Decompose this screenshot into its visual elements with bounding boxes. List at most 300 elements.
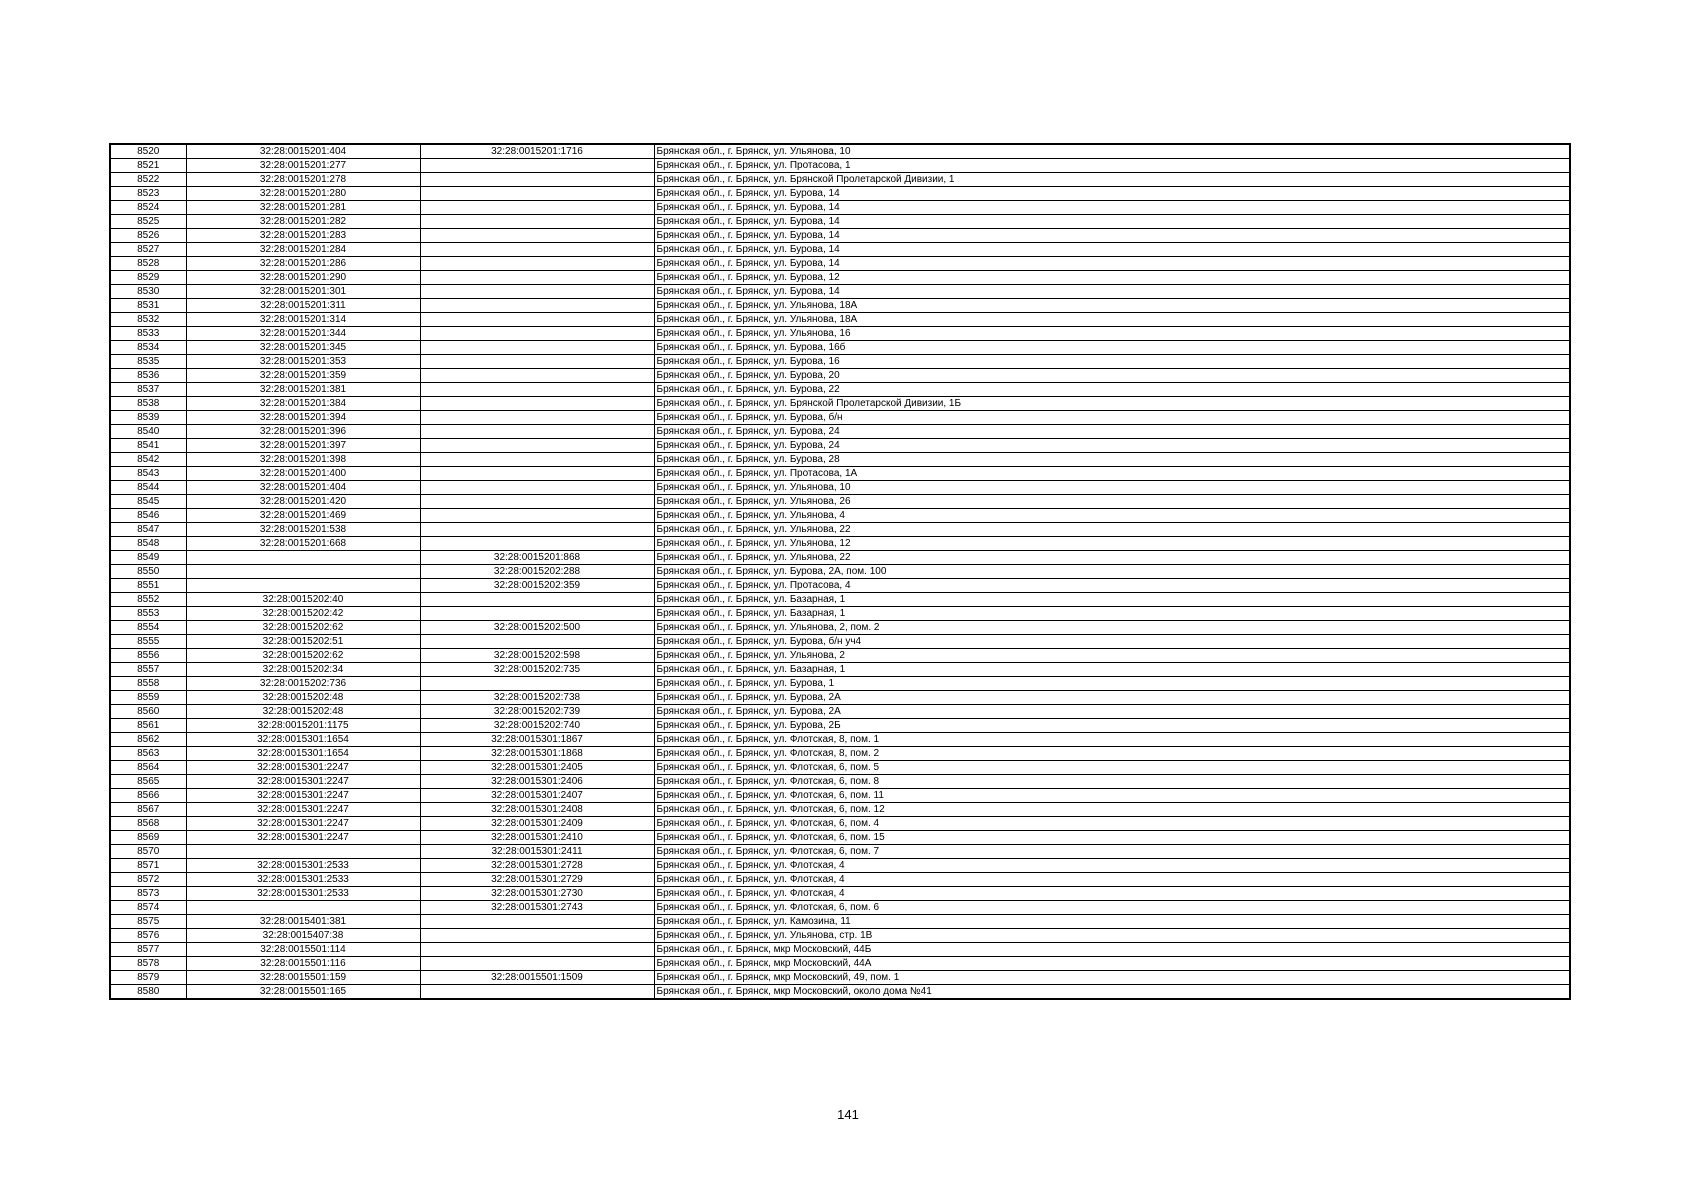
table-row	[110, 201, 1570, 215]
table-row	[110, 257, 1570, 271]
table-row	[110, 383, 1570, 397]
table-row	[110, 327, 1570, 341]
table-row	[110, 551, 1570, 565]
address-cell: Брянская обл., г. Брянск, ул. Бурова, 2Б	[654, 719, 1570, 733]
building-cadastral-number-cell	[420, 313, 654, 327]
address-cell: Брянская обл., г. Брянск, ул. Ульянова, 10	[654, 481, 1570, 495]
address-cell: Брянская обл., г. Брянск, ул. Бурова, 2А	[654, 691, 1570, 705]
address-cell: Брянская обл., г. Брянск, ул. Базарная, 1	[654, 663, 1570, 677]
building-cadastral-number-cell: 32:28:0015202:738	[420, 691, 654, 705]
building-cadastral-number-cell	[420, 215, 654, 229]
land-cadastral-number-cell: 32:28:0015201:397	[186, 439, 420, 453]
table-row	[110, 271, 1570, 285]
table-row	[110, 495, 1570, 509]
address-cell: Брянская обл., г. Брянск, ул. Брянской Пролетарской Дивизии, 1	[654, 173, 1570, 187]
address-cell: Брянская обл., г. Брянск, ул. Бурова, 14	[654, 215, 1570, 229]
table-row	[110, 621, 1570, 635]
address-cell: Брянская обл., г. Брянск, ул. Бурова, 24	[654, 425, 1570, 439]
building-cadastral-number-cell	[420, 929, 654, 943]
address-cell: Брянская обл., г. Брянск, ул. Бурова, 14	[654, 229, 1570, 243]
land-cadastral-number-cell: 32:28:0015201:353	[186, 355, 420, 369]
land-cadastral-number-cell: 32:28:0015201:286	[186, 257, 420, 271]
address-cell: Брянская обл., г. Брянск, ул. Бурова, 16	[654, 355, 1570, 369]
building-cadastral-number-cell: 32:28:0015202:598	[420, 649, 654, 663]
row-number-cell: 8520	[110, 144, 186, 159]
land-cadastral-number-cell: 32:28:0015202:34	[186, 663, 420, 677]
land-cadastral-number-cell	[186, 579, 420, 593]
row-number-cell: 8562	[110, 733, 186, 747]
address-cell: Брянская обл., г. Брянск, ул. Бурова, 22	[654, 383, 1570, 397]
address-cell: Брянская обл., г. Брянск, мкр Московский, 44А	[654, 957, 1570, 971]
table-row	[110, 691, 1570, 705]
table-row	[110, 187, 1570, 201]
address-cell: Брянская обл., г. Брянск, ул. Бурова, 14	[654, 243, 1570, 257]
row-number-cell: 8536	[110, 369, 186, 383]
address-cell: Брянская обл., г. Брянск, мкр Московский, 44Б	[654, 943, 1570, 957]
land-cadastral-number-cell: 32:28:0015501:114	[186, 943, 420, 957]
land-cadastral-number-cell	[186, 565, 420, 579]
land-cadastral-number-cell: 32:28:0015301:1654	[186, 747, 420, 761]
land-cadastral-number-cell: 32:28:0015201:394	[186, 411, 420, 425]
building-cadastral-number-cell	[420, 285, 654, 299]
address-cell: Брянская обл., г. Брянск, ул. Флотская, 6, пом. 11	[654, 789, 1570, 803]
row-number-cell: 8545	[110, 495, 186, 509]
land-cadastral-number-cell: 32:28:0015201:344	[186, 327, 420, 341]
row-number-cell: 8571	[110, 859, 186, 873]
row-number-cell: 8557	[110, 663, 186, 677]
address-cell: Брянская обл., г. Брянск, ул. Флотская, 6, пом. 6	[654, 901, 1570, 915]
table-row	[110, 285, 1570, 299]
building-cadastral-number-cell: 32:28:0015202:359	[420, 579, 654, 593]
row-number-cell: 8544	[110, 481, 186, 495]
land-cadastral-number-cell: 32:28:0015301:1654	[186, 733, 420, 747]
building-cadastral-number-cell	[420, 985, 654, 1000]
row-number-cell: 8549	[110, 551, 186, 565]
address-cell: Брянская обл., г. Брянск, ул. Флотская, 4	[654, 887, 1570, 901]
building-cadastral-number-cell: 32:28:0015301:2407	[420, 789, 654, 803]
land-cadastral-number-cell	[186, 901, 420, 915]
row-number-cell: 8576	[110, 929, 186, 943]
table-row	[110, 215, 1570, 229]
row-number-cell: 8572	[110, 873, 186, 887]
building-cadastral-number-cell: 32:28:0015301:2411	[420, 845, 654, 859]
land-cadastral-number-cell: 32:28:0015201:290	[186, 271, 420, 285]
building-cadastral-number-cell	[420, 943, 654, 957]
row-number-cell: 8563	[110, 747, 186, 761]
building-cadastral-number-cell	[420, 593, 654, 607]
address-cell: Брянская обл., г. Брянск, ул. Флотская, 4	[654, 873, 1570, 887]
address-cell: Брянская обл., г. Брянск, ул. Бурова, 28	[654, 453, 1570, 467]
table-row	[110, 929, 1570, 943]
building-cadastral-number-cell	[420, 439, 654, 453]
building-cadastral-number-cell	[420, 635, 654, 649]
row-number-cell: 8537	[110, 383, 186, 397]
land-cadastral-number-cell: 32:28:0015201:283	[186, 229, 420, 243]
table-row	[110, 803, 1570, 817]
land-cadastral-number-cell: 32:28:0015301:2247	[186, 789, 420, 803]
table-row	[110, 677, 1570, 691]
row-number-cell: 8532	[110, 313, 186, 327]
building-cadastral-number-cell: 32:28:0015301:1867	[420, 733, 654, 747]
address-cell: Брянская обл., г. Брянск, ул. Ульянова, 26	[654, 495, 1570, 509]
building-cadastral-number-cell	[420, 397, 654, 411]
address-cell: Брянская обл., г. Брянск, ул. Флотская, 6, пом. 5	[654, 761, 1570, 775]
row-number-cell: 8579	[110, 971, 186, 985]
table-row	[110, 229, 1570, 243]
address-cell: Брянская обл., г. Брянск, ул. Ульянова, 22	[654, 551, 1570, 565]
address-cell: Брянская обл., г. Брянск, ул. Ульянова, 10	[654, 144, 1570, 159]
land-cadastral-number-cell: 32:28:0015201:284	[186, 243, 420, 257]
building-cadastral-number-cell: 32:28:0015301:2730	[420, 887, 654, 901]
row-number-cell: 8556	[110, 649, 186, 663]
land-cadastral-number-cell: 32:28:0015201:280	[186, 187, 420, 201]
property-registry-table	[109, 143, 1571, 1000]
building-cadastral-number-cell: 32:28:0015301:2406	[420, 775, 654, 789]
address-cell: Брянская обл., г. Брянск, ул. Бурова, 14	[654, 187, 1570, 201]
building-cadastral-number-cell: 32:28:0015301:2408	[420, 803, 654, 817]
building-cadastral-number-cell	[420, 187, 654, 201]
row-number-cell: 8568	[110, 817, 186, 831]
building-cadastral-number-cell: 32:28:0015202:288	[420, 565, 654, 579]
table-row	[110, 467, 1570, 481]
table-row	[110, 873, 1570, 887]
row-number-cell: 8567	[110, 803, 186, 817]
table-row	[110, 369, 1570, 383]
table-row	[110, 635, 1570, 649]
land-cadastral-number-cell: 32:28:0015201:314	[186, 313, 420, 327]
address-cell: Брянская обл., г. Брянск, ул. Бурова, б/н уч4	[654, 635, 1570, 649]
row-number-cell: 8533	[110, 327, 186, 341]
table-row	[110, 355, 1570, 369]
row-number-cell: 8578	[110, 957, 186, 971]
building-cadastral-number-cell	[420, 383, 654, 397]
table-row	[110, 565, 1570, 579]
table-row	[110, 537, 1570, 551]
table-row	[110, 159, 1570, 173]
table-row	[110, 663, 1570, 677]
table-row	[110, 901, 1570, 915]
table-row	[110, 719, 1570, 733]
land-cadastral-number-cell: 32:28:0015301:2247	[186, 817, 420, 831]
table-row	[110, 971, 1570, 985]
address-cell: Брянская обл., г. Брянск, ул. Ульянова, стр. 1В	[654, 929, 1570, 943]
building-cadastral-number-cell	[420, 229, 654, 243]
table-row	[110, 775, 1570, 789]
table-row	[110, 481, 1570, 495]
address-cell: Брянская обл., г. Брянск, мкр Московский, около дома №41	[654, 985, 1570, 1000]
row-number-cell: 8553	[110, 607, 186, 621]
row-number-cell: 8530	[110, 285, 186, 299]
table-row	[110, 985, 1570, 1000]
row-number-cell: 8547	[110, 523, 186, 537]
building-cadastral-number-cell	[420, 537, 654, 551]
land-cadastral-number-cell: 32:28:0015201:381	[186, 383, 420, 397]
land-cadastral-number-cell: 32:28:0015201:469	[186, 509, 420, 523]
row-number-cell: 8548	[110, 537, 186, 551]
land-cadastral-number-cell: 32:28:0015201:277	[186, 159, 420, 173]
land-cadastral-number-cell: 32:28:0015201:301	[186, 285, 420, 299]
land-cadastral-number-cell: 32:28:0015201:404	[186, 481, 420, 495]
land-cadastral-number-cell: 32:28:0015201:311	[186, 299, 420, 313]
land-cadastral-number-cell: 32:28:0015201:398	[186, 453, 420, 467]
table-row	[110, 845, 1570, 859]
table-row	[110, 523, 1570, 537]
address-cell: Брянская обл., г. Брянск, ул. Флотская, 6, пом. 8	[654, 775, 1570, 789]
row-number-cell: 8534	[110, 341, 186, 355]
row-number-cell: 8539	[110, 411, 186, 425]
registry-table-body	[110, 144, 1570, 999]
row-number-cell: 8526	[110, 229, 186, 243]
building-cadastral-number-cell	[420, 481, 654, 495]
table-row	[110, 607, 1570, 621]
table-row	[110, 915, 1570, 929]
table-row	[110, 593, 1570, 607]
row-number-cell: 8527	[110, 243, 186, 257]
land-cadastral-number-cell: 32:28:0015301:2533	[186, 873, 420, 887]
land-cadastral-number-cell: 32:28:0015201:345	[186, 341, 420, 355]
land-cadastral-number-cell: 32:28:0015501:159	[186, 971, 420, 985]
table-row	[110, 173, 1570, 187]
address-cell: Брянская обл., г. Брянск, ул. Бурова, б/н	[654, 411, 1570, 425]
address-cell: Брянская обл., г. Брянск, ул. Флотская, 4	[654, 859, 1570, 873]
row-number-cell: 8525	[110, 215, 186, 229]
row-number-cell: 8560	[110, 705, 186, 719]
row-number-cell: 8542	[110, 453, 186, 467]
building-cadastral-number-cell: 32:28:0015301:2728	[420, 859, 654, 873]
address-cell: Брянская обл., г. Брянск, ул. Базарная, 1	[654, 607, 1570, 621]
land-cadastral-number-cell: 32:28:0015301:2247	[186, 761, 420, 775]
building-cadastral-number-cell	[420, 201, 654, 215]
table-row	[110, 509, 1570, 523]
building-cadastral-number-cell: 32:28:0015301:2743	[420, 901, 654, 915]
land-cadastral-number-cell: 32:28:0015407:38	[186, 929, 420, 943]
table-row	[110, 943, 1570, 957]
address-cell: Брянская обл., г. Брянск, ул. Базарная, 1	[654, 593, 1570, 607]
table-row	[110, 453, 1570, 467]
address-cell: Брянская обл., г. Брянск, ул. Ульянова, 2	[654, 649, 1570, 663]
building-cadastral-number-cell: 32:28:0015202:735	[420, 663, 654, 677]
land-cadastral-number-cell: 32:28:0015301:2247	[186, 803, 420, 817]
building-cadastral-number-cell	[420, 341, 654, 355]
building-cadastral-number-cell	[420, 355, 654, 369]
address-cell: Брянская обл., г. Брянск, ул. Бурова, 2А	[654, 705, 1570, 719]
table-row	[110, 859, 1570, 873]
table-row	[110, 761, 1570, 775]
address-cell: Брянская обл., г. Брянск, ул. Ульянова, 18А	[654, 299, 1570, 313]
address-cell: Брянская обл., г. Брянск, ул. Бурова, 20	[654, 369, 1570, 383]
building-cadastral-number-cell: 32:28:0015301:2729	[420, 873, 654, 887]
building-cadastral-number-cell	[420, 327, 654, 341]
address-cell: Брянская обл., г. Брянск, ул. Флотская, 8, пом. 2	[654, 747, 1570, 761]
address-cell: Брянская обл., г. Брянск, ул. Флотская, 6, пом. 12	[654, 803, 1570, 817]
building-cadastral-number-cell	[420, 369, 654, 383]
row-number-cell: 8564	[110, 761, 186, 775]
table-row	[110, 957, 1570, 971]
table-row	[110, 313, 1570, 327]
building-cadastral-number-cell	[420, 957, 654, 971]
row-number-cell: 8528	[110, 257, 186, 271]
row-number-cell: 8555	[110, 635, 186, 649]
building-cadastral-number-cell	[420, 495, 654, 509]
page-number: 141	[837, 1107, 859, 1122]
building-cadastral-number-cell: 32:28:0015201:868	[420, 551, 654, 565]
building-cadastral-number-cell	[420, 607, 654, 621]
land-cadastral-number-cell: 32:28:0015202:51	[186, 635, 420, 649]
address-cell: Брянская обл., г. Брянск, ул. Флотская, 8, пом. 1	[654, 733, 1570, 747]
row-number-cell: 8559	[110, 691, 186, 705]
address-cell: Брянская обл., г. Брянск, ул. Ульянова, 2, пом. 2	[654, 621, 1570, 635]
row-number-cell: 8529	[110, 271, 186, 285]
address-cell: Брянская обл., г. Брянск, ул. Протасова, 1	[654, 159, 1570, 173]
building-cadastral-number-cell	[420, 411, 654, 425]
address-cell: Брянская обл., г. Брянск, ул. Брянской Пролетарской Дивизии, 1Б	[654, 397, 1570, 411]
address-cell: Брянская обл., г. Брянск, ул. Ульянова, 16	[654, 327, 1570, 341]
land-cadastral-number-cell: 32:28:0015202:42	[186, 607, 420, 621]
row-number-cell: 8522	[110, 173, 186, 187]
land-cadastral-number-cell: 32:28:0015201:538	[186, 523, 420, 537]
land-cadastral-number-cell: 32:28:0015202:48	[186, 691, 420, 705]
row-number-cell: 8575	[110, 915, 186, 929]
row-number-cell: 8521	[110, 159, 186, 173]
building-cadastral-number-cell	[420, 509, 654, 523]
row-number-cell: 8538	[110, 397, 186, 411]
row-number-cell: 8540	[110, 425, 186, 439]
building-cadastral-number-cell: 32:28:0015202:740	[420, 719, 654, 733]
land-cadastral-number-cell: 32:28:0015201:282	[186, 215, 420, 229]
table-row	[110, 299, 1570, 313]
row-number-cell: 8573	[110, 887, 186, 901]
land-cadastral-number-cell: 32:28:0015202:736	[186, 677, 420, 691]
row-number-cell: 8561	[110, 719, 186, 733]
row-number-cell: 8566	[110, 789, 186, 803]
address-cell: Брянская обл., г. Брянск, ул. Флотская, 6, пом. 7	[654, 845, 1570, 859]
row-number-cell: 8565	[110, 775, 186, 789]
address-cell: Брянская обл., г. Брянск, ул. Бурова, 14	[654, 201, 1570, 215]
building-cadastral-number-cell	[420, 915, 654, 929]
address-cell: Брянская обл., г. Брянск, ул. Бурова, 16б	[654, 341, 1570, 355]
land-cadastral-number-cell: 32:28:0015202:40	[186, 593, 420, 607]
building-cadastral-number-cell	[420, 173, 654, 187]
table-row	[110, 649, 1570, 663]
land-cadastral-number-cell: 32:28:0015201:1175	[186, 719, 420, 733]
table-row	[110, 439, 1570, 453]
table-row	[110, 144, 1570, 159]
land-cadastral-number-cell: 32:28:0015301:2247	[186, 831, 420, 845]
table-row	[110, 341, 1570, 355]
land-cadastral-number-cell: 32:28:0015201:281	[186, 201, 420, 215]
address-cell: Брянская обл., г. Брянск, ул. Бурова, 24	[654, 439, 1570, 453]
building-cadastral-number-cell: 32:28:0015301:2405	[420, 761, 654, 775]
address-cell: Брянская обл., г. Брянск, ул. Протасова, 1А	[654, 467, 1570, 481]
table-row	[110, 831, 1570, 845]
address-cell: Брянская обл., г. Брянск, ул. Ульянова, 22	[654, 523, 1570, 537]
table-row	[110, 411, 1570, 425]
land-cadastral-number-cell: 32:28:0015401:381	[186, 915, 420, 929]
land-cadastral-number-cell: 32:28:0015201:359	[186, 369, 420, 383]
row-number-cell: 8523	[110, 187, 186, 201]
land-cadastral-number-cell: 32:28:0015301:2533	[186, 859, 420, 873]
row-number-cell: 8535	[110, 355, 186, 369]
land-cadastral-number-cell: 32:28:0015201:384	[186, 397, 420, 411]
building-cadastral-number-cell	[420, 243, 654, 257]
address-cell: Брянская обл., г. Брянск, ул. Бурова, 14	[654, 285, 1570, 299]
building-cadastral-number-cell	[420, 467, 654, 481]
row-number-cell: 8580	[110, 985, 186, 1000]
address-cell: Брянская обл., г. Брянск, ул. Бурова, 2А, пом. 100	[654, 565, 1570, 579]
land-cadastral-number-cell: 32:28:0015301:2533	[186, 887, 420, 901]
table-row	[110, 243, 1570, 257]
address-cell: Брянская обл., г. Брянск, ул. Бурова, 14	[654, 257, 1570, 271]
land-cadastral-number-cell: 32:28:0015202:62	[186, 621, 420, 635]
row-number-cell: 8543	[110, 467, 186, 481]
land-cadastral-number-cell: 32:28:0015201:400	[186, 467, 420, 481]
building-cadastral-number-cell	[420, 257, 654, 271]
table-row	[110, 817, 1570, 831]
address-cell: Брянская обл., г. Брянск, ул. Ульянова, 12	[654, 537, 1570, 551]
building-cadastral-number-cell: 32:28:0015301:1868	[420, 747, 654, 761]
building-cadastral-number-cell	[420, 271, 654, 285]
building-cadastral-number-cell	[420, 523, 654, 537]
land-cadastral-number-cell: 32:28:0015501:116	[186, 957, 420, 971]
building-cadastral-number-cell: 32:28:0015501:1509	[420, 971, 654, 985]
row-number-cell: 8531	[110, 299, 186, 313]
building-cadastral-number-cell: 32:28:0015301:2410	[420, 831, 654, 845]
building-cadastral-number-cell: 32:28:0015202:500	[420, 621, 654, 635]
table-row	[110, 733, 1570, 747]
land-cadastral-number-cell: 32:28:0015201:404	[186, 144, 420, 159]
table-row	[110, 579, 1570, 593]
land-cadastral-number-cell: 32:28:0015501:165	[186, 985, 420, 1000]
land-cadastral-number-cell: 32:28:0015201:278	[186, 173, 420, 187]
land-cadastral-number-cell: 32:28:0015201:668	[186, 537, 420, 551]
row-number-cell: 8550	[110, 565, 186, 579]
table-row	[110, 425, 1570, 439]
land-cadastral-number-cell: 32:28:0015301:2247	[186, 775, 420, 789]
land-cadastral-number-cell	[186, 845, 420, 859]
row-number-cell: 8569	[110, 831, 186, 845]
address-cell: Брянская обл., г. Брянск, ул. Протасова, 4	[654, 579, 1570, 593]
building-cadastral-number-cell: 32:28:0015301:2409	[420, 817, 654, 831]
address-cell: Брянская обл., г. Брянск, ул. Ульянова, 4	[654, 509, 1570, 523]
row-number-cell: 8541	[110, 439, 186, 453]
row-number-cell: 8554	[110, 621, 186, 635]
building-cadastral-number-cell	[420, 159, 654, 173]
row-number-cell: 8551	[110, 579, 186, 593]
building-cadastral-number-cell: 32:28:0015201:1716	[420, 144, 654, 159]
building-cadastral-number-cell	[420, 299, 654, 313]
address-cell: Брянская обл., г. Брянск, мкр Московский, 49, пом. 1	[654, 971, 1570, 985]
row-number-cell: 8570	[110, 845, 186, 859]
address-cell: Брянская обл., г. Брянск, ул. Бурова, 12	[654, 271, 1570, 285]
table-row	[110, 705, 1570, 719]
address-cell: Брянская обл., г. Брянск, ул. Камозина, 11	[654, 915, 1570, 929]
address-cell: Брянская обл., г. Брянск, ул. Флотская, 6, пом. 4	[654, 817, 1570, 831]
row-number-cell: 8574	[110, 901, 186, 915]
table-row	[110, 887, 1570, 901]
row-number-cell: 8546	[110, 509, 186, 523]
land-cadastral-number-cell: 32:28:0015202:48	[186, 705, 420, 719]
row-number-cell: 8552	[110, 593, 186, 607]
row-number-cell: 8558	[110, 677, 186, 691]
table-row	[110, 747, 1570, 761]
address-cell: Брянская обл., г. Брянск, ул. Флотская, 6, пом. 15	[654, 831, 1570, 845]
land-cadastral-number-cell: 32:28:0015201:396	[186, 425, 420, 439]
building-cadastral-number-cell	[420, 453, 654, 467]
building-cadastral-number-cell	[420, 677, 654, 691]
address-cell: Брянская обл., г. Брянск, ул. Ульянова, 18А	[654, 313, 1570, 327]
row-number-cell: 8524	[110, 201, 186, 215]
land-cadastral-number-cell: 32:28:0015201:420	[186, 495, 420, 509]
